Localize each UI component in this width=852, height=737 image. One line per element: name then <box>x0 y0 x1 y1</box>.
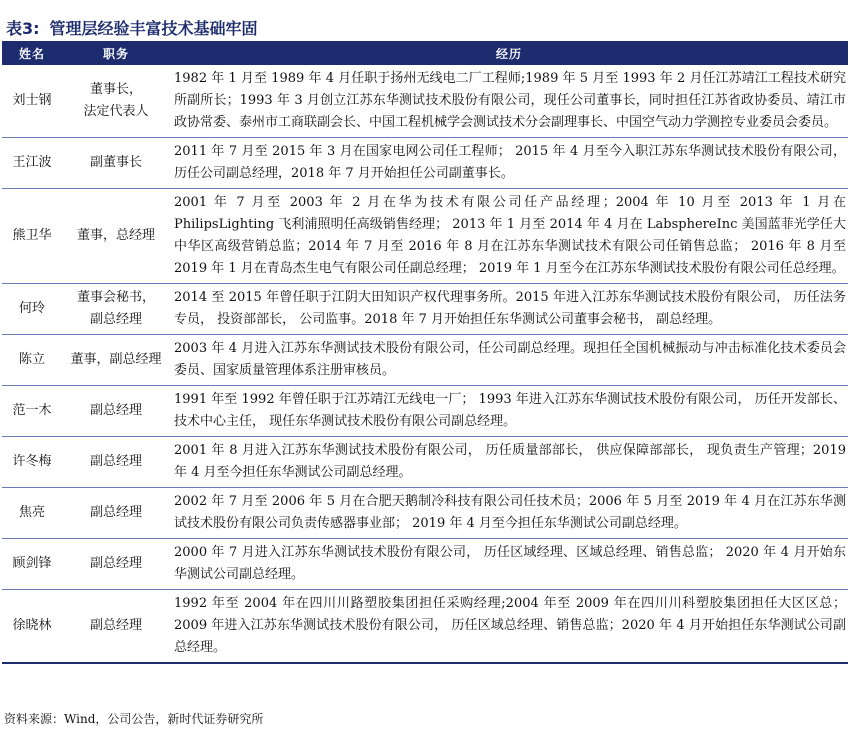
cell-name: 熊卫华 <box>2 189 62 284</box>
cell-experience: 2011 年 7 月至 2015 年 3 月在国家电网公司任工程师； 2015 年 4 月至今入职江苏东华测试技术股份有限公司，历任公司副总经理，2018 年 7 月开始担任公司副董事长。 <box>170 138 848 189</box>
cell-experience: 2014 至 2015 年曾任职于江阴大田知识产权代理事务所。2015 年进入江苏东华测试技术股份有限公司， 历任法务专员， 投资部部长， 公司监事。2018 年 7 月开始担任东华测试公司董事会秘书， 副总经理。 <box>170 284 848 335</box>
cell-name: 焦亮 <box>2 488 62 539</box>
cell-name: 徐晓林 <box>2 590 62 664</box>
cell-experience: 2003 年 4 月进入江苏东华测试技术股份有限公司，任公司副总经理。现担任全国机械振动与冲击标准化技术委员会委员、国家质量管理体系注册审核员。 <box>170 335 848 386</box>
cell-position: 副董事长 <box>62 138 170 189</box>
table-header-row <box>2 41 848 65</box>
table-row <box>2 335 848 386</box>
table-row <box>2 65 848 138</box>
source-note: 资料来源：Wind，公司公告，新时代证券研究所 <box>4 712 264 726</box>
cell-position: 副总经理 <box>62 437 170 488</box>
table-row <box>2 488 848 539</box>
header-name: 姓名 <box>2 41 62 65</box>
table-row <box>2 539 848 590</box>
cell-experience: 2000 年 7 月进入江苏东华测试技术股份有限公司， 历任区域经理、区域总经理、销售总监； 2020 年 4 月开始东华测试公司副总经理。 <box>170 539 848 590</box>
table-title-text: 管理层经验丰富技术基础牢固 <box>49 19 258 38</box>
cell-position: 董事，总经理 <box>62 189 170 284</box>
cell-name: 刘士钢 <box>2 65 62 138</box>
cell-experience: 1991 年至 1992 年曾任职于江苏靖江无线电一厂； 1993 年进入江苏东华测试技术股份有限公司， 历任开发部长、技术中心主任， 现任东华测试技术股份有限公司副总经理。 <box>170 386 848 437</box>
cell-experience: 2001 年 8 月进入江苏东华测试技术股份有限公司， 历任质量部部长， 供应保障部部长， 现负责生产管理；2019 年 4 月至今担任东华测试公司副总经理。 <box>170 437 848 488</box>
header-experience: 经历 <box>170 41 848 65</box>
table-row <box>2 284 848 335</box>
cell-experience: 2002 年 7 月至 2006 年 5 月在合肥天鹅制冷科技有限公司任技术员；2006 年 5 月至 2019 年 4 月在江苏东华测试技术股份有限公司负责传感器事业部； 2019 年 4 月至今担任东华测试公司副总经理。 <box>170 488 848 539</box>
table-row <box>2 138 848 189</box>
header-position: 职务 <box>62 41 170 65</box>
table-row <box>2 189 848 284</box>
cell-experience: 2001 年 7 月至 2003 年 2 月在华为技术有限公司任产品经理；2004 年 10 月至 2013 年 1 月在 PhilipsLighting 飞利浦照明任高级销售经理； 2013 年 1 月至 2014 年 4 月在 LabsphereInc 美国蓝菲光学任大中华区高级营销总监；2014 年 7 月至 2016 年 8 月在江苏东华测试技术有限公司任销售总监； 2016 年 8 月至 2019 年 1 月在青岛杰生电气有限公司任副总经理； 2019 年 1 月至今在江苏东华测试技术股份有限公司任总经理。 <box>170 189 848 284</box>
cell-experience: 1982 年 1 月至 1989 年 4 月任职于扬州无线电二厂工程师;1989 年 5 月至 1993 年 2 月任江苏靖江工程技术研究所副所长；1993 年 3 月创立江苏东华测试技术股份有限公司，现任公司董事长，同时担任江苏省政协委员、靖江市政协常委、泰州市工商联副会长、中国工程机械学会测试技术分会副理事长、中国空气动力学测控专业委员会委员。 <box>170 65 848 138</box>
cell-name: 许冬梅 <box>2 437 62 488</box>
table-row <box>2 437 848 488</box>
cell-position: 副总经理 <box>62 386 170 437</box>
table-number: 表3: <box>6 19 40 38</box>
cell-position: 副总经理 <box>62 590 170 664</box>
cell-position: 副总经理 <box>62 488 170 539</box>
cell-experience: 1992 年至 2004 年在四川川路塑胶集团担任采购经理;2004 年至 2009 年在四川川科塑胶集团担任大区区总；2009 年进入江苏东华测试技术股份有限公司， 历任区域总经理、销售总监；2020 年 4 月开始担任东华测试公司副总经理。 <box>170 590 848 664</box>
table-row <box>2 590 848 664</box>
management-table <box>2 41 848 664</box>
cell-position: 董事会秘书， 副总经理 <box>62 284 170 335</box>
cell-name: 王江波 <box>2 138 62 189</box>
cell-name: 顾剑锋 <box>2 539 62 590</box>
cell-name: 陈立 <box>2 335 62 386</box>
cell-name: 范一木 <box>2 386 62 437</box>
cell-name: 何玲 <box>2 284 62 335</box>
cell-position: 副总经理 <box>62 539 170 590</box>
cell-position: 董事长， 法定代表人 <box>62 65 170 138</box>
table-title <box>6 16 258 39</box>
cell-position: 董事，副总经理 <box>62 335 170 386</box>
table-row <box>2 386 848 437</box>
